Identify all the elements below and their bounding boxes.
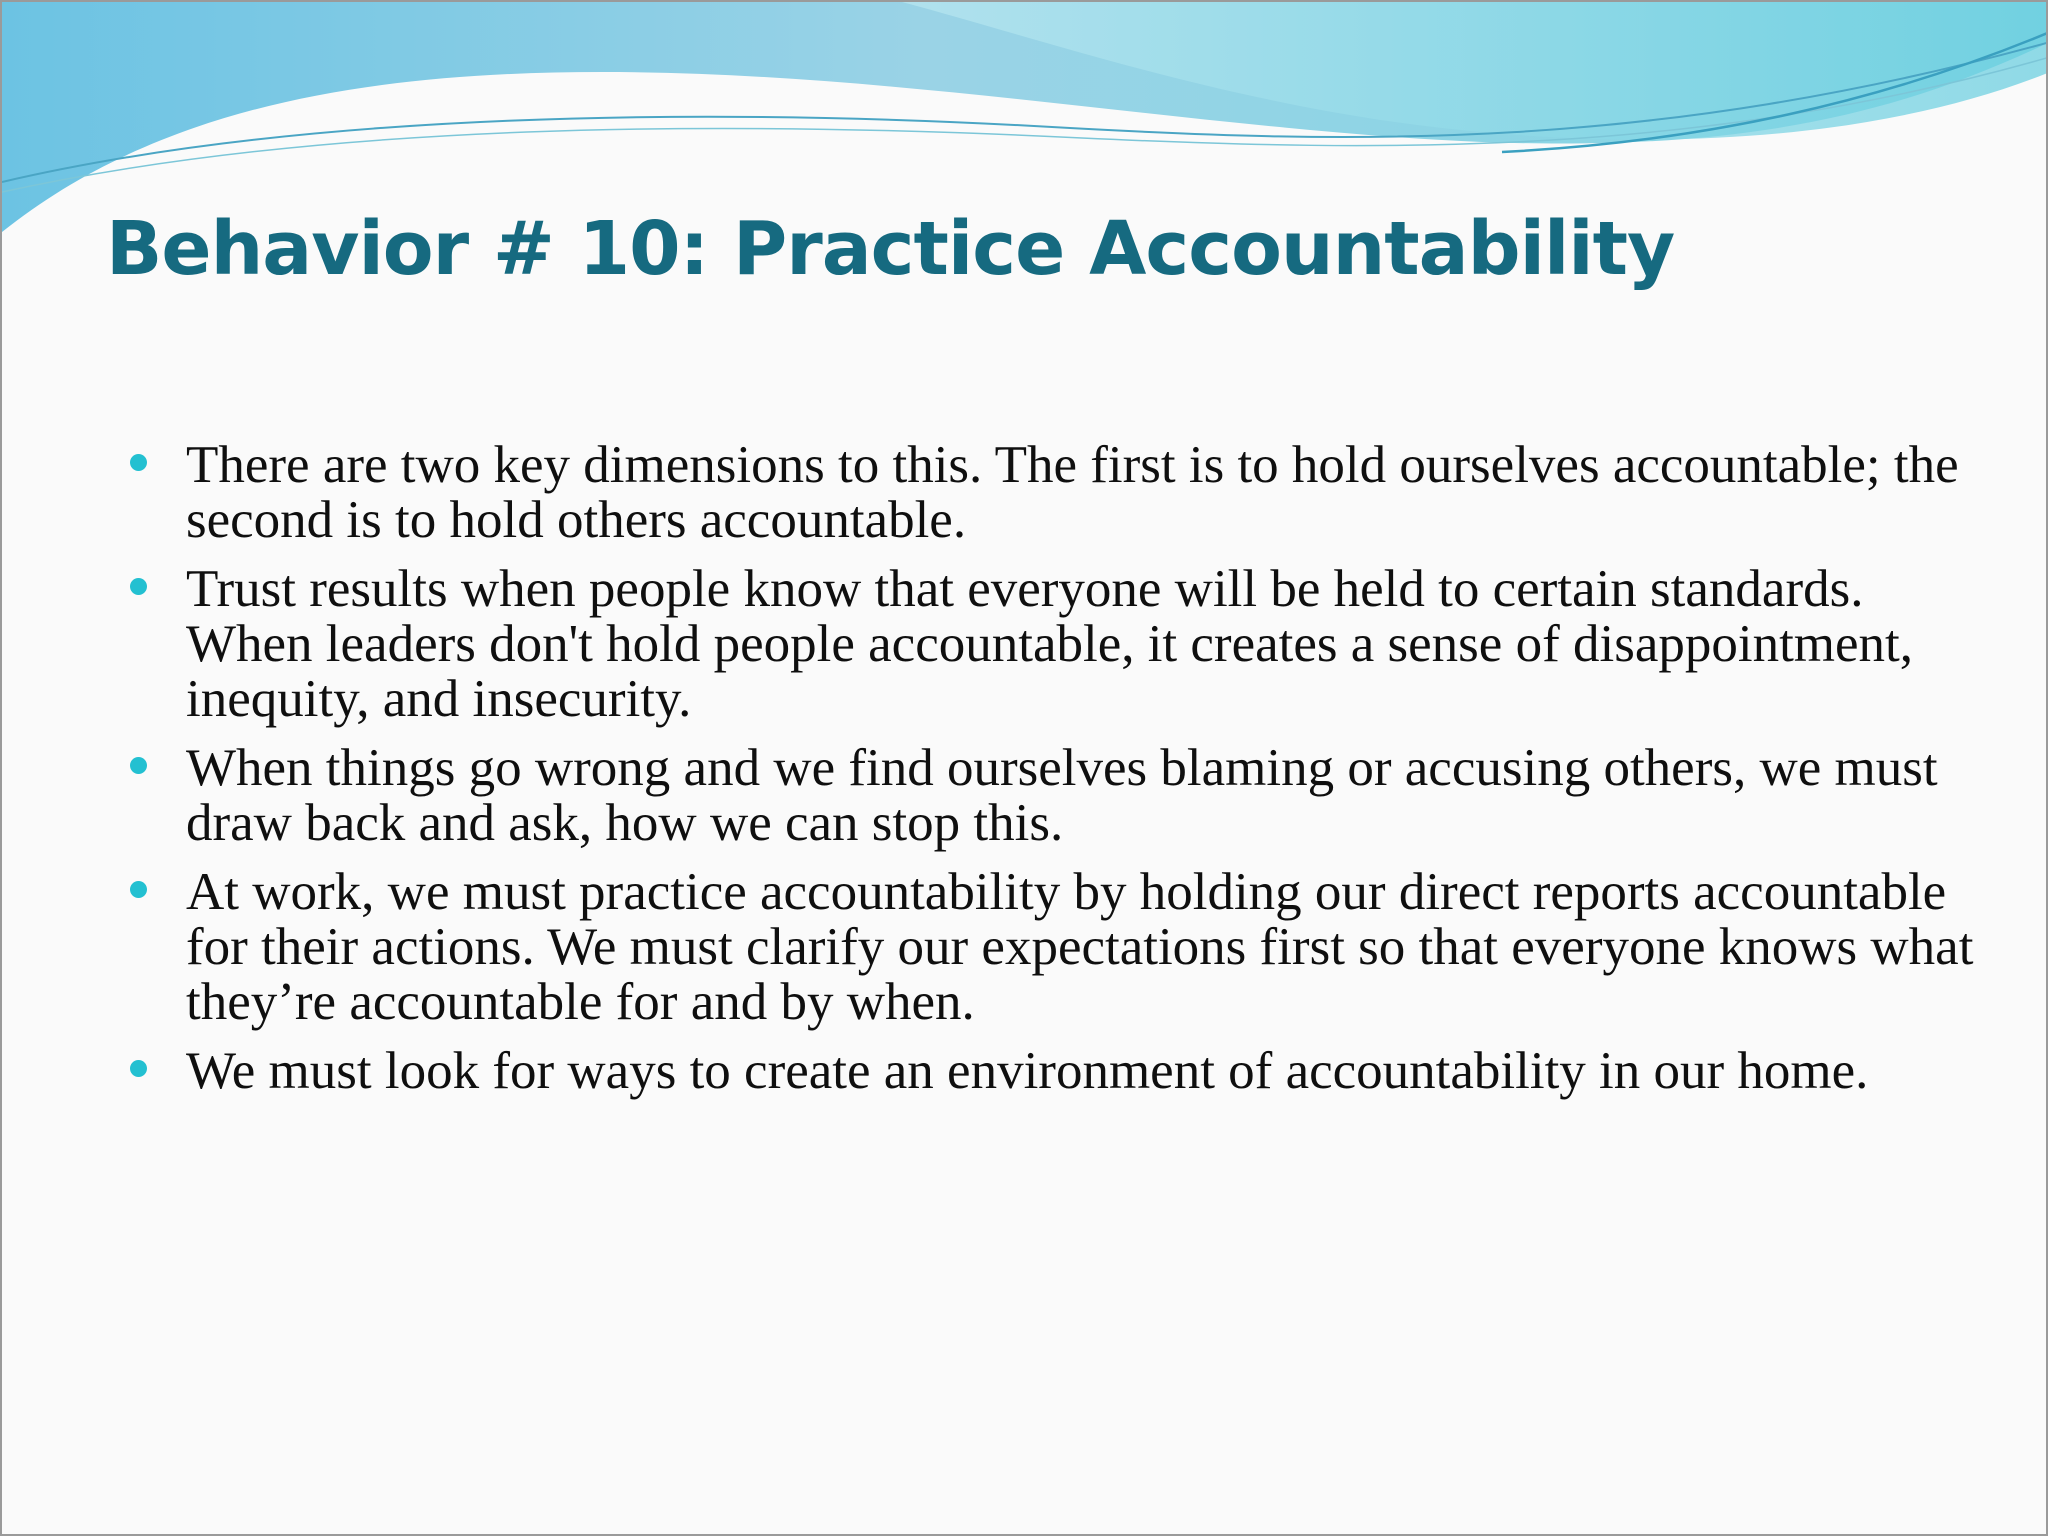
bullet-list	[126, 438, 1996, 1113]
bullet-text: When things go wrong and we find ourselves blaming or accusing others, we must draw back and ask, how we can stop this.	[186, 739, 1938, 852]
bullet-item	[126, 741, 1996, 851]
bullet-dot-icon	[130, 454, 147, 471]
bullet-item	[126, 865, 1996, 1030]
bullet-dot-icon	[130, 1060, 147, 1077]
bullet-dot-icon	[130, 578, 147, 595]
bullet-dot-icon	[130, 757, 147, 774]
bullet-text: At work, we must practice accountability by holding our direct reports accountable for their actions. We must clarify our expectations first so that everyone knows what they’re accountable for and by when.	[186, 863, 1974, 1031]
bullet-dot-icon	[130, 881, 147, 898]
bullet-item	[126, 562, 1996, 727]
slide-title: Behavior # 10: Practice Accountability	[106, 206, 1675, 292]
bullet-text: There are two key dimensions to this. The first is to hold ourselves accountable; the second is to hold others accountable.	[186, 436, 1959, 549]
bullet-text: We must look for ways to create an environment of accountability in our home.	[186, 1042, 1869, 1100]
bullet-item	[126, 1044, 1996, 1099]
bullet-text: Trust results when people know that everyone will be held to certain standards. When leaders don't hold people accountable, it creates a sense of disappointment, inequity, and insecurity.	[186, 560, 1914, 728]
bullet-item	[126, 438, 1996, 548]
